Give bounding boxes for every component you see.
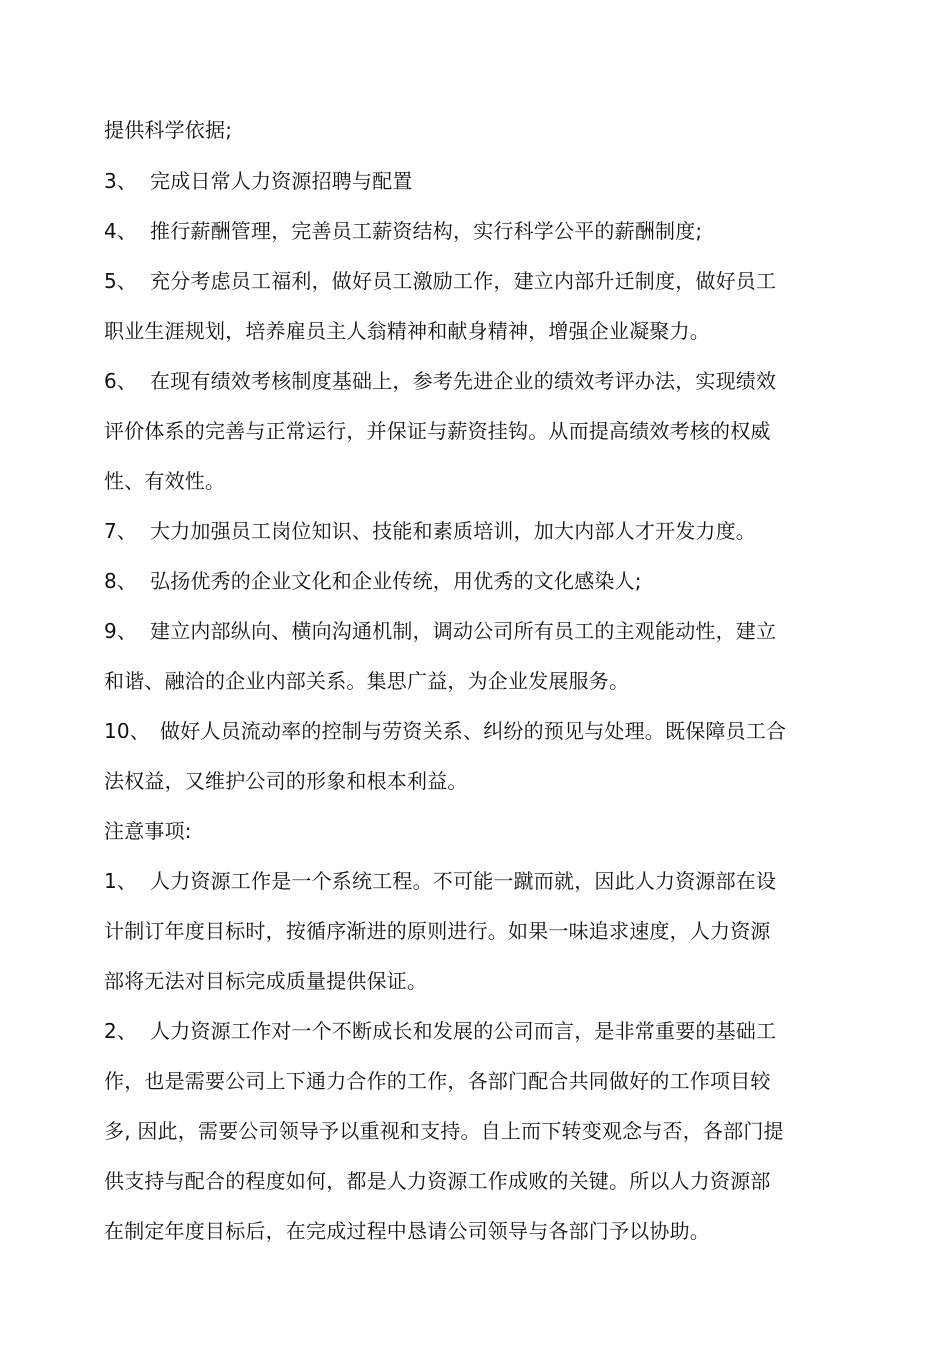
text-line: [104, 117, 232, 143]
list-number: 8、: [104, 569, 138, 593]
list-number: 10、: [104, 719, 151, 743]
list-item-3: [104, 168, 413, 194]
list-number: 6、: [104, 369, 138, 393]
list-number: 1、: [104, 869, 138, 893]
text-line: [104, 918, 771, 944]
text-line: [104, 668, 629, 694]
line-text: 人力资源工作是一个系统工程。不可能一蹴而就，因此人力资源部在设: [150, 869, 777, 893]
text-line: [104, 318, 710, 344]
line-text: 供支持与配合的程度如何，都是人力资源工作成败的关键。所以人力资源部: [104, 1169, 771, 1193]
line-text: 在制定年度目标后，在完成过程中恳请公司领导与各部门予以协助。: [104, 1219, 710, 1243]
list-item-6: [104, 368, 776, 394]
line-text: 多, 因此，需要公司领导予以重视和支持。自上而下转变观念与否，各部门提: [104, 1119, 784, 1143]
list-number: 3、: [104, 169, 138, 193]
text-line: [104, 1168, 771, 1194]
text-line: [104, 968, 427, 994]
list-item-4: [104, 218, 702, 244]
line-text: 推行薪酬管理，完善员工薪资结构，实行科学公平的薪酬制度;: [150, 219, 703, 243]
line-text: 充分考虑员工福利，做好员工激励工作，建立内部升迁制度，做好员工: [150, 269, 777, 293]
line-text: 大力加强员工岗位知识、技能和素质培训，加大内部人才开发力度。: [150, 519, 756, 543]
list-item-7: [104, 518, 756, 544]
text-line: [104, 1068, 771, 1094]
line-text: 职业生涯规划，培养雇员主人翁精神和献身精神，增强企业凝聚力。: [104, 319, 710, 343]
list-item-8: [104, 568, 642, 594]
list-number: 4、: [104, 219, 138, 243]
list-number: 5、: [104, 269, 138, 293]
text-line: [104, 768, 468, 794]
line-text: 作，也是需要公司上下通力合作的工作，各部门配合共同做好的工作项目较: [104, 1069, 771, 1093]
line-text: 在现有绩效考核制度基础上，参考先进企业的绩效考评办法，实现绩效: [150, 369, 777, 393]
list-item-10: [104, 718, 786, 744]
line-text: 建立内部纵向、横向沟通机制，调动公司所有员工的主观能动性，建立: [150, 619, 777, 643]
line-text: 部将无法对目标完成质量提供保证。: [104, 969, 428, 993]
list-item-9: [104, 618, 776, 644]
note-item-2: [104, 1018, 776, 1044]
list-item-5: [104, 268, 776, 294]
list-number: 9、: [104, 619, 138, 643]
list-number: 2、: [104, 1019, 138, 1043]
text-line: [104, 468, 225, 494]
text-line: [104, 1118, 784, 1144]
note-item-1: [104, 868, 776, 894]
line-text: 人力资源工作对一个不断成长和发展的公司而言，是非常重要的基础工: [150, 1019, 777, 1043]
line-text: 评价体系的完善与正常运行，并保证与薪资挂钩。从而提高绩效考核的权威: [104, 419, 771, 443]
line-text: 计制订年度目标时，按循序渐进的原则进行。如果一味追求速度，人力资源: [104, 919, 771, 943]
line-text: 完成日常人力资源招聘与配置: [150, 169, 413, 193]
line-text: 弘扬优秀的企业文化和企业传统，用优秀的文化感染人;: [150, 569, 642, 593]
line-text: 做好人员流动率的控制与劳资关系、纠纷的预见与处理。既保障员工合: [160, 719, 787, 743]
text-line: [104, 1218, 710, 1244]
line-text: 提供科学依据;: [104, 118, 233, 142]
notes-heading: [104, 818, 192, 844]
line-text: 法权益，又维护公司的形象和根本利益。: [104, 769, 468, 793]
list-number: 7、: [104, 519, 138, 543]
line-text: 性、有效性。: [104, 469, 226, 493]
heading-text: 注意事项:: [104, 819, 192, 843]
line-text: 和谐、融洽的企业内部关系。集思广益，为企业发展服务。: [104, 669, 630, 693]
text-line: [104, 418, 771, 444]
